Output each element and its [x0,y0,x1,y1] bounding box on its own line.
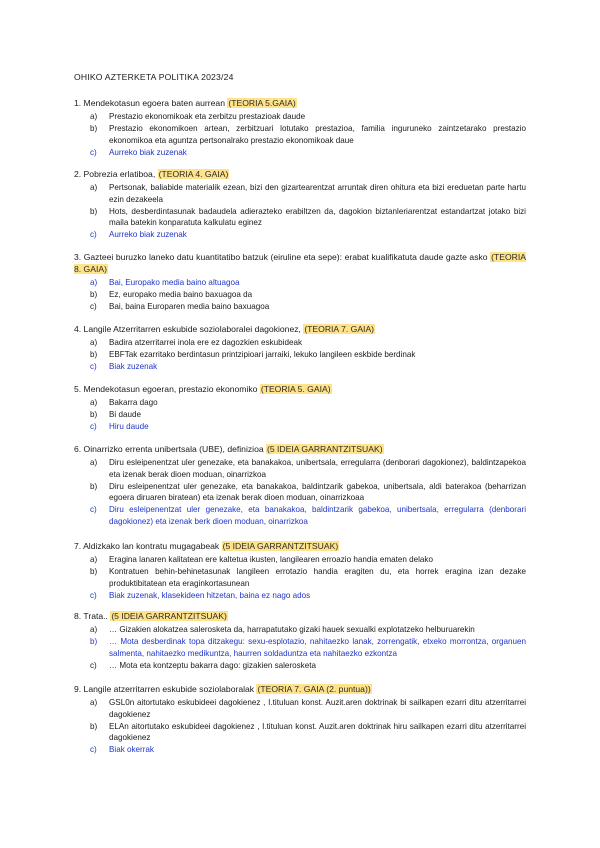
question-7 [74,540,526,602]
option-text: Hiru daude [109,422,149,431]
option-text: Diru esleipenentzat uler genezake, eta banakakoa, unibertsala, erregularra (denborari dagokionez), baldintzapekoa eta izenak berak dioen moduan, oinarrizkoa [109,458,526,479]
option-text: Prestazio ekonomikoen artean, zerbitzuari lotutako prestazioa, familia inguruneko zaintzetarako prestazio ekonomikoa eta aguntza pertsonalrako prestazio ekonomikoak daue [109,124,526,145]
option-letter: a) [90,183,98,192]
question-1 [74,97,526,159]
answer-option [74,147,526,159]
option-text: Bai, Europako media baino altuagoa [109,278,240,287]
option-text: Badira atzerritarrei inola ere ez dagozkien eskubideak [109,338,303,347]
option-text: Bi daude [109,410,141,419]
question-8 [74,610,526,672]
question-text [74,168,526,180]
option-text: GSL0n aitortutako eskubideei dagokienez , I.tituluan konst. Auzit.aren doktrinak bi sailkapen ezarri ditu atzerritarrei dagokienez [109,698,526,719]
option-letter: b) [90,721,98,731]
question-9 [74,683,526,756]
question-label: 3. Gazteei buruzko laneko datu kuantitatibo batzuk (eiruline eta sepe): erabat kualifikatuta daude gazte asko [74,252,491,262]
question-3 [74,251,526,313]
topic-highlight: (TEORIA 7. GAIA (2. puntua)) [257,684,371,694]
answer-option [74,301,526,313]
option-text: Bai, baina Europaren media baino baxuagoa [109,302,270,311]
answer-option [74,721,526,744]
option-letter: a) [90,278,98,287]
topic-highlight: (TEORIA 8. GAIA) [74,252,526,274]
question-label: 8. Trata.. [74,611,111,621]
option-text: Kontratuen behin-behinetasunak langileen errotazio handia eragiten du, eta horrek eragina izan dezake produktibitatean eta eraginkortasunean [109,567,526,588]
question-4 [74,323,526,373]
question-6 [74,443,526,528]
option-text: Diru esleipenentzat uler genezake, eta banakakoa, baldintzarik gabekoa, unibertsala, aldi baterakoa (beharrizan egoera diruaren biratean) eta izenak berak dioen moduan, oinarrizkoaa [109,481,526,502]
option-letter: c) [90,505,97,514]
answer-option [74,566,526,589]
option-text: Biak okerrak [109,745,154,754]
answer-option [74,397,526,409]
option-text: Bakarra dago [109,398,158,407]
option-letter: a) [90,458,98,467]
option-letter: c) [90,422,97,431]
answer-option [74,554,526,566]
question-text [74,610,526,622]
option-letter: a) [90,398,98,407]
option-text: Eragina lanaren kalitatean ere kaltetua ikusten, langilearen erroazio handia ematen delako [109,555,433,564]
question-text [74,97,526,109]
answer-options [74,554,526,601]
question-2 [74,168,526,241]
answer-options [74,337,526,373]
topic-highlight: (5 IDEIA GARRANTZITSUAK) [267,444,383,454]
option-text: Diru esleipenentzat uler genezake, eta banakakoa, baldintzarik gabekoa, unibertsala, erregularra (denborari dagokionez) eta izenak berk dioen moduan, oinarrizkoa [109,505,526,526]
option-letter: a) [90,625,98,634]
option-text: … Gizakien alokatzea salerosketa da, harrapatutako gizaki hauek sexualki explotatzeko helburuarekin [109,625,475,634]
question-text [74,540,526,552]
option-text: Aurreko biak zuzenak [109,230,187,239]
answer-options [74,277,526,313]
answer-option [74,744,526,756]
question-label: 1. Mendekotasun egoera baten aurrean [74,98,228,108]
option-letter: c) [90,302,97,311]
option-text: ELAn aitortutako eskubideei dagokienez , I.tituluan konst. Auzit.aren doktrinak hiru sailkapen ezarri ditu atzerritarrei dagokienez [109,721,526,742]
topic-highlight: (TEORIA 5.GAIA) [228,98,296,108]
option-letter: b) [90,124,98,133]
option-letter: a) [90,555,98,564]
option-text: Biak zuzenak [109,362,158,371]
answer-option [74,481,526,504]
option-letter: b) [90,567,98,576]
question-label: 6. Oinarrizko errenta unibertsala (UBE), definizioa [74,444,267,454]
answer-option [74,636,526,659]
answer-options [74,457,526,527]
question-5 [74,383,526,433]
option-letter: a) [90,338,98,347]
document-title: OHIKO AZTERKETA POLITIKA 2023/24 [74,72,234,82]
answer-option [74,504,526,527]
question-label: 2. Pobrezia erlatiboa, [74,169,158,179]
option-letter: c) [90,230,97,239]
topic-highlight: (TEORIA 4. GAIA) [158,169,229,179]
answer-option [74,590,526,602]
option-text: … Mota desberdinak topa ditzakegu: sexu-esplotazio, nahitaezko lanak, zorrengatik, etxeko morrontza, organuen salmenta, nahitaezko medikuntza, haurren soldaduntza eta nahitaezko ezkontza [109,637,526,658]
option-letter: a) [90,112,98,121]
answer-option [74,624,526,636]
option-letter: b) [90,410,98,419]
answer-option [74,457,526,480]
option-text: Prestazio ekonomikoak eta zerbitzu prestazioak daude [109,112,306,121]
answer-option [74,337,526,349]
topic-highlight: (TEORIA 7. GAIA) [304,324,375,334]
question-text [74,251,526,275]
option-text: Aurreko biak zuzenak [109,147,187,157]
answer-option [74,123,526,146]
question-text [74,683,526,695]
option-letter: c) [90,660,97,670]
option-letter: b) [90,206,98,216]
option-letter: b) [90,350,98,359]
option-letter: c) [90,147,97,157]
option-text: … Mota eta kontzeptu bakarra dago: gizakien salerosketa [109,660,316,670]
answer-options [74,624,526,671]
answer-option [74,206,526,229]
option-letter: b) [90,290,98,299]
answer-option [74,697,526,720]
answer-option [74,409,526,421]
question-text [74,323,526,335]
option-text: Biak zuzenak, klasekideen hitzetan, baina ez nago ados [109,590,311,600]
answer-option [74,361,526,373]
question-text [74,443,526,455]
option-letter: c) [90,590,97,600]
answer-option [74,660,526,672]
answer-options [74,182,526,241]
answer-option [74,289,526,301]
question-label: 9. Langile atzerritarren eskubide soziolaboralak [74,684,257,694]
option-letter: b) [90,481,98,491]
topic-highlight: (5 IDEIA GARRANTZITSUAK) [222,541,339,551]
topic-highlight: (5 IDEIA GARRANTZITSUAK) [111,611,227,621]
answer-options [74,111,526,158]
answer-option [74,111,526,123]
option-letter: c) [90,362,97,371]
answer-options [74,697,526,756]
option-text: Ez, europako media baino baxuagoa da [109,290,253,299]
answer-options [74,397,526,433]
answer-option [74,182,526,205]
answer-option [74,229,526,241]
option-letter: b) [90,637,98,646]
question-label: 7. Aldizkako lan kontratu mugagabeak [74,541,222,551]
answer-option [74,277,526,289]
answer-option [74,349,526,361]
question-label: 4. Langile Atzerritarren eskubide soziolaboralei dagokionez, [74,324,304,334]
answer-option [74,421,526,433]
topic-highlight: (TEORIA 5. GAIA) [260,384,331,394]
option-text: EBFTak ezarritako berdintasun printzipioari jarraiki, lekuko langileen eskbide berdinak [109,350,416,359]
option-letter: a) [90,698,98,707]
question-label: 5. Mendekotasun egoeran, prestazio ekonomiko [74,384,260,394]
option-letter: c) [90,745,97,754]
question-text [74,383,526,395]
option-text: Pertsonak, baliabide materialik ezean, bizi den gizartearentzat arruntak diren ohitura eta bizi ereduetan parte hartu ezin dezakeela [109,183,526,204]
option-text: Hots, desberdintasunak badaudela adierazteko erabiltzen da, dagokion biztanleriarentzat estandartzat jotako bizi maila batekin konparatuta kalkulatu eginez [109,206,526,227]
